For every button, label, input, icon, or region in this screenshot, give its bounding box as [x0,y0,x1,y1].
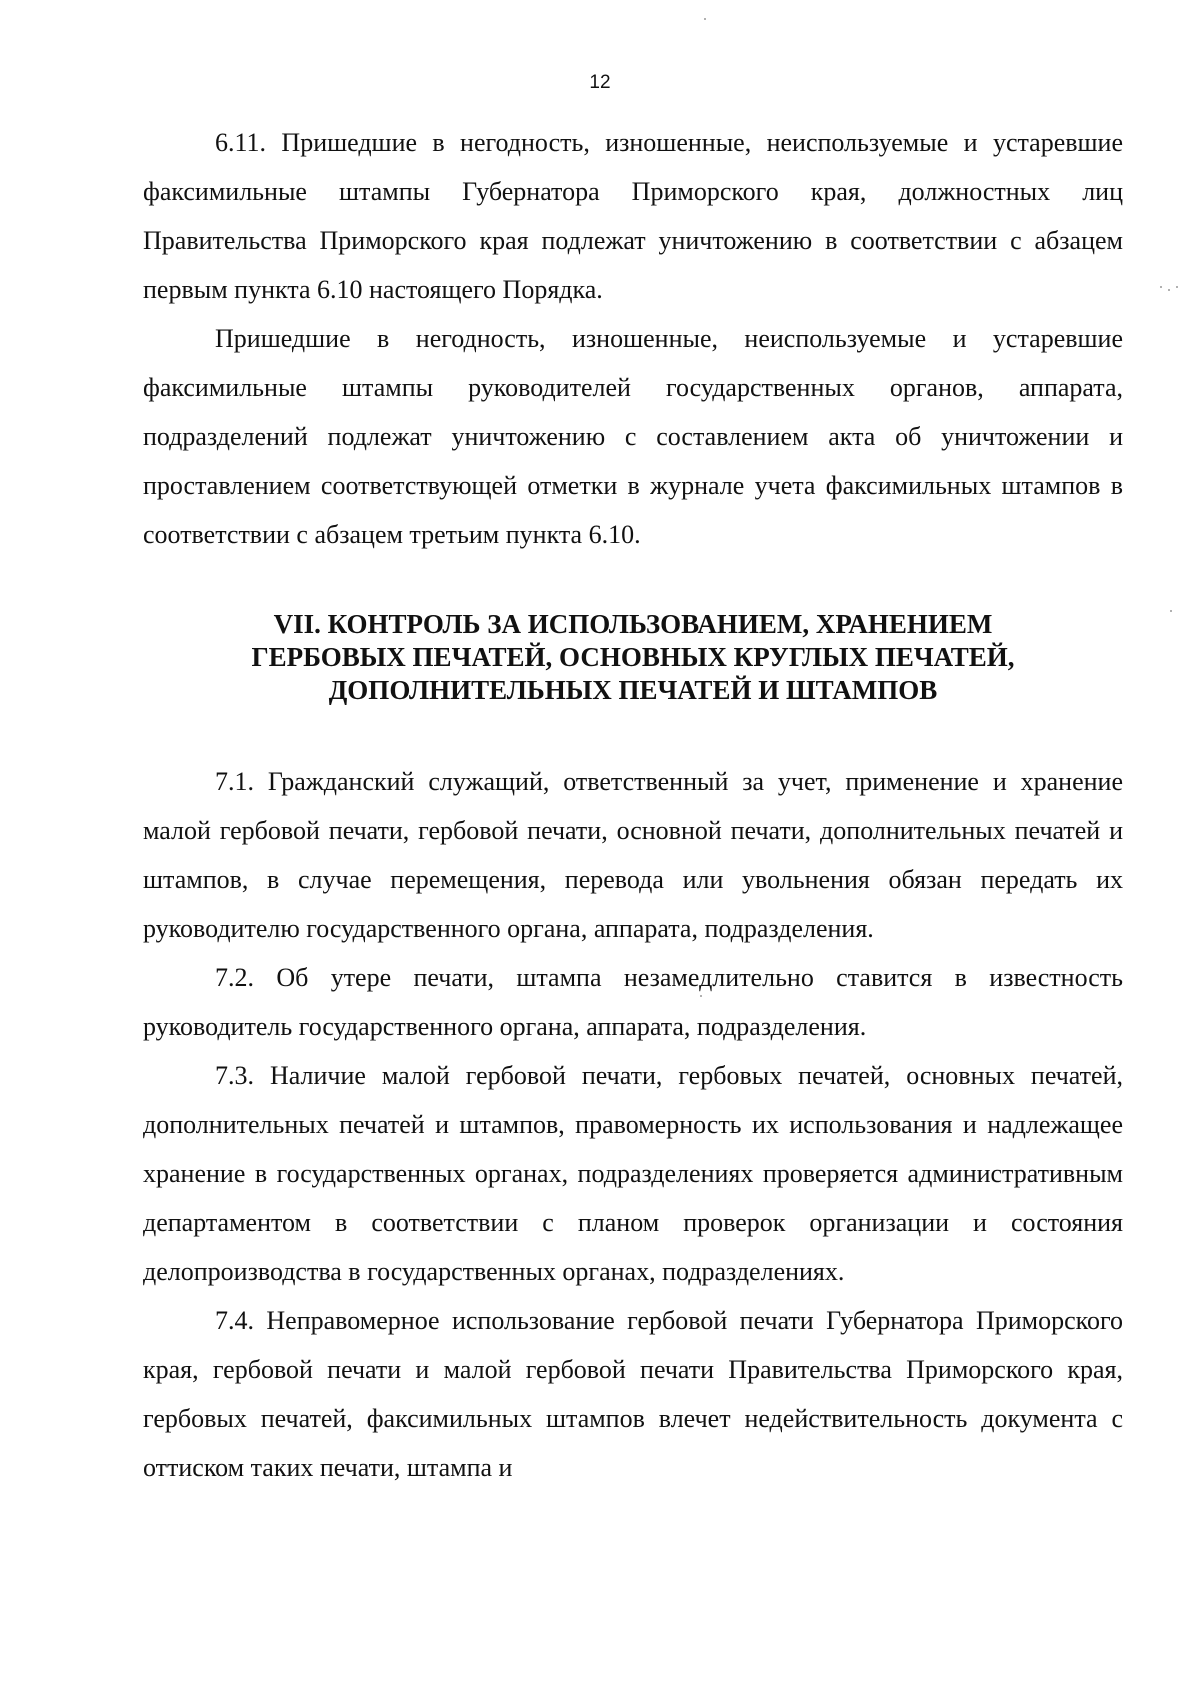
section-heading-line-3: ДОПОЛНИТЕЛЬНЫХ ПЕЧАТЕЙ И ШТАМПОВ [328,675,938,705]
scan-speck [1168,289,1170,291]
section-heading [143,608,1123,707]
text-block-bottom [143,757,1123,1492]
scan-speck [700,995,702,997]
paragraph-7-2: 7.2. Об утере печати, штампа незамедлительно ставится в известность руководитель государственного органа, аппарата, подразделения. [143,963,1123,1041]
paragraph-7-3: 7.3. Наличие малой гербовой печати, гербовых печатей, основных печатей, дополнительных печатей и штампов, правомерность их использования и надлежащее хранение в государственных органах, подразделениях проверяется административным департаментом в соответствии с планом проверок организации и состояния делопроизводства в государственных органах, подразделениях. [143,1061,1123,1286]
scan-speck [704,18,706,20]
page-number: 12 [589,72,611,93]
text-block-top [143,118,1123,559]
paragraph-7-1: 7.1. Гражданский служащий, ответственный за учет, применение и хранение малой гербовой печати, гербовой печати, основной печати, дополнительных печатей и штампов, в случае перемещения, перевода или увольнения обязан передать их руководителю государственного органа, аппарата, подразделения. [143,767,1123,943]
scan-speck [1160,286,1162,288]
section-heading-line-2: ГЕРБОВЫХ ПЕЧАТЕЙ, ОСНОВНЫХ КРУГЛЫХ ПЕЧАТЕЙ, [251,642,1015,672]
section-heading-line-1: VII. КОНТРОЛЬ ЗА ИСПОЛЬЗОВАНИЕМ, ХРАНЕНИЕМ [273,609,993,639]
paragraph-6-11-second: Пришедшие в негодность, изношенные, неиспользуемые и устаревшие факсимильные штампы руководителей государственных органов, аппарата, подразделений подлежат уничтожению с составлением акта об уничтожении и проставлением соответствующей отметки в журнале учета факсимильных штампов в соответствии с абзацем третьим пункта 6.10. [143,324,1123,549]
paragraph-6-11: 6.11. Пришедшие в негодность, изношенные, неиспользуемые и устаревшие факсимильные штампы Губернатора Приморского края, должностных лиц Правительства Приморского края подлежат уничтожению в соответствии с абзацем первым пункта 6.10 настоящего Порядка. [143,128,1123,304]
paragraph-7-4: 7.4. Неправомерное использование гербовой печати Губернатора Приморского края, гербовой печати и малой гербовой печати Правительства Приморского края, гербовых печатей, факсимильных штампов влечет недействительность документа с оттиском таких печати, штампа и [143,1306,1123,1482]
scan-speck [1170,610,1172,612]
scan-speck [1176,286,1178,288]
